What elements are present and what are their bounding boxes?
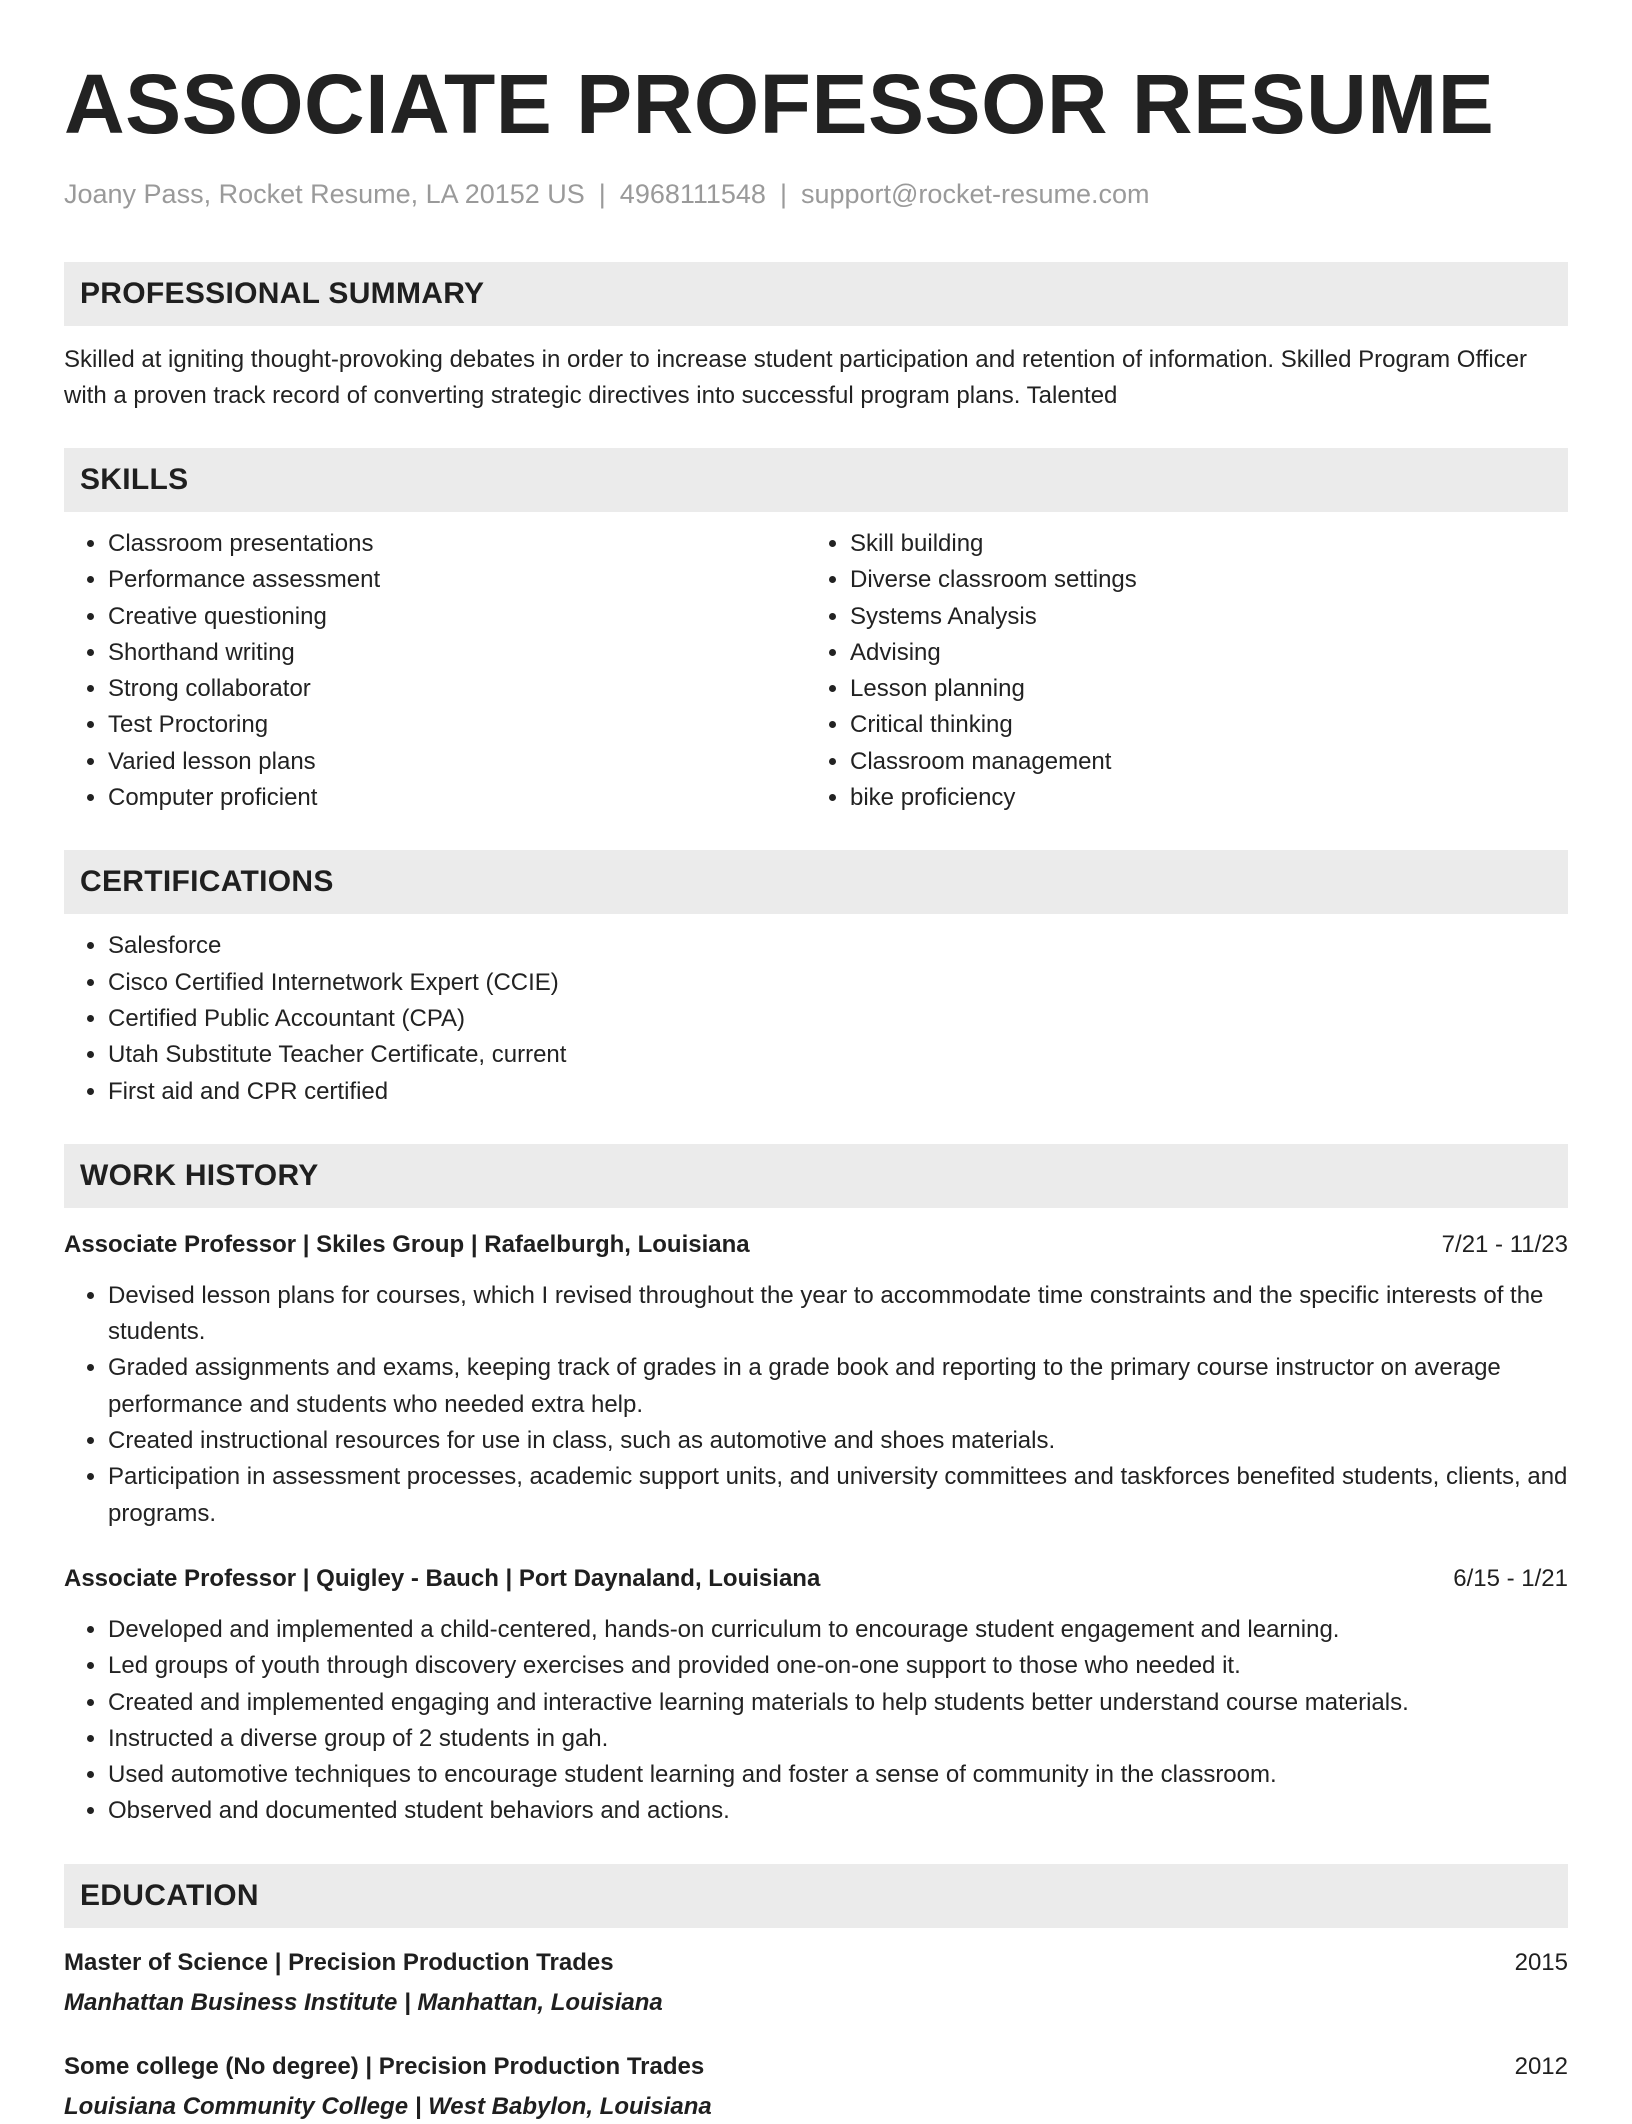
certification-item: • Certified Public Accountant (CPA) <box>108 1001 1568 1037</box>
certifications-list <box>64 928 1568 1109</box>
education-degree: Some college (No degree) | Precision Production Trades <box>64 2052 705 2080</box>
skill-item: • Diverse classroom settings <box>850 562 1548 598</box>
work-history-heading: WORK HISTORY <box>64 1144 1568 1208</box>
skill-item: • bike proficiency <box>850 780 1548 816</box>
skill-item: • Classroom management <box>850 744 1548 780</box>
skills-list-left <box>64 526 806 816</box>
job-header <box>64 1562 1568 1596</box>
skill-item: • Computer proficient <box>108 780 806 816</box>
job-title: Associate Professor | Skiles Group | Rafaelburgh, Louisiana <box>64 1230 750 1258</box>
job-bullets <box>64 1612 1568 1830</box>
education-entry <box>64 2050 1568 2124</box>
education-school: Manhattan Business Institute | Manhattan, Louisiana <box>64 1988 663 2016</box>
skills-column-left <box>64 526 806 816</box>
contact-address: Joany Pass, Rocket Resume, LA 20152 US <box>64 179 585 209</box>
skill-item: • Test Proctoring <box>108 707 806 743</box>
skill-item: • Creative questioning <box>108 599 806 635</box>
job-bullet: • Participation in assessment processes, academic support units, and university committees and taskforces benefited students, clients, and programs. <box>108 1459 1568 1532</box>
skill-item: • Varied lesson plans <box>108 744 806 780</box>
job-bullet: • Developed and implemented a child-centered, hands-on curriculum to encourage student engagement and learning. <box>108 1612 1568 1648</box>
skill-item: • Shorthand writing <box>108 635 806 671</box>
education-header <box>64 1946 1568 1980</box>
skill-item: • Systems Analysis <box>850 599 1548 635</box>
education-degree: Master of Science | Precision Production Trades <box>64 1948 614 1976</box>
education-school: Louisiana Community College | West Babylon, Louisiana <box>64 2092 712 2120</box>
job-bullet: • Led groups of youth through discovery exercises and provided one-on-one support to those who needed it. <box>108 1648 1568 1684</box>
skill-item: • Lesson planning <box>850 671 1548 707</box>
certification-item: • Utah Substitute Teacher Certificate, current <box>108 1037 1568 1073</box>
education-heading: EDUCATION <box>64 1864 1568 1928</box>
job-bullet: • Observed and documented student behaviors and actions. <box>108 1793 1568 1829</box>
job-title: Associate Professor | Quigley - Bauch | Port Daynaland, Louisiana <box>64 1564 821 1592</box>
job-header <box>64 1228 1568 1262</box>
certification-item: • First aid and CPR certified <box>108 1074 1568 1110</box>
education-header <box>64 2050 1568 2084</box>
contact-phone: 4968111548 <box>619 179 766 209</box>
contact-separator: | <box>779 179 787 209</box>
education-entry <box>64 1946 1568 2020</box>
job-bullet: • Instructed a diverse group of 2 students in gah. <box>108 1721 1568 1757</box>
skill-item: • Classroom presentations <box>108 526 806 562</box>
skill-item: • Critical thinking <box>850 707 1548 743</box>
summary-text: Skilled at igniting thought-provoking debates in order to increase student participation and retention of information. Skilled Program Officer with a proven track record of converting strategic directives into successful program plans. Talented <box>64 346 1528 409</box>
job-bullet: • Devised lesson plans for courses, which I revised throughout the year to accommodate time constraints and the specific interests of the students. <box>108 1278 1568 1351</box>
job-bullet: • Graded assignments and exams, keeping track of grades in a grade book and reporting to the primary course instructor on average performance and students who needed extra help. <box>108 1350 1568 1423</box>
job-entry <box>64 1562 1568 1830</box>
skill-item: • Strong collaborator <box>108 671 806 707</box>
job-bullet: • Used automotive techniques to encourage student learning and foster a sense of community in the classroom. <box>108 1757 1568 1793</box>
skills-heading: SKILLS <box>64 448 1568 512</box>
contact-email: support@rocket-resume.com <box>800 179 1150 209</box>
contact-line <box>64 178 1568 210</box>
contact-separator: | <box>598 179 606 209</box>
job-bullet: • Created and implemented engaging and interactive learning materials to help students better understand course materials. <box>108 1685 1568 1721</box>
job-dates: 7/21 - 11/23 <box>1441 1230 1568 1258</box>
skills-list-right <box>806 526 1548 816</box>
job-entry <box>64 1228 1568 1532</box>
summary-heading: PROFESSIONAL SUMMARY <box>64 262 1568 326</box>
certification-item: • Salesforce <box>108 928 1568 964</box>
education-year: 2012 <box>1514 2052 1568 2080</box>
skills-grid <box>64 526 1568 816</box>
skill-item: • Advising <box>850 635 1548 671</box>
certification-item: • Cisco Certified Internetwork Expert (CCIE) <box>108 965 1568 1001</box>
job-bullets <box>64 1278 1568 1532</box>
certifications-heading: CERTIFICATIONS <box>64 850 1568 914</box>
job-dates: 6/15 - 1/21 <box>1453 1564 1568 1592</box>
skill-item: • Skill building <box>850 526 1548 562</box>
certifications-block <box>64 928 1568 1109</box>
skill-item: • Performance assessment <box>108 562 806 598</box>
skills-column-right <box>806 526 1548 816</box>
education-year: 2015 <box>1514 1948 1568 1976</box>
resume-title: ASSOCIATE PROFESSOR RESUME <box>64 57 1495 151</box>
job-bullet: • Created instructional resources for use in class, such as automotive and shoes materials. <box>108 1423 1568 1459</box>
